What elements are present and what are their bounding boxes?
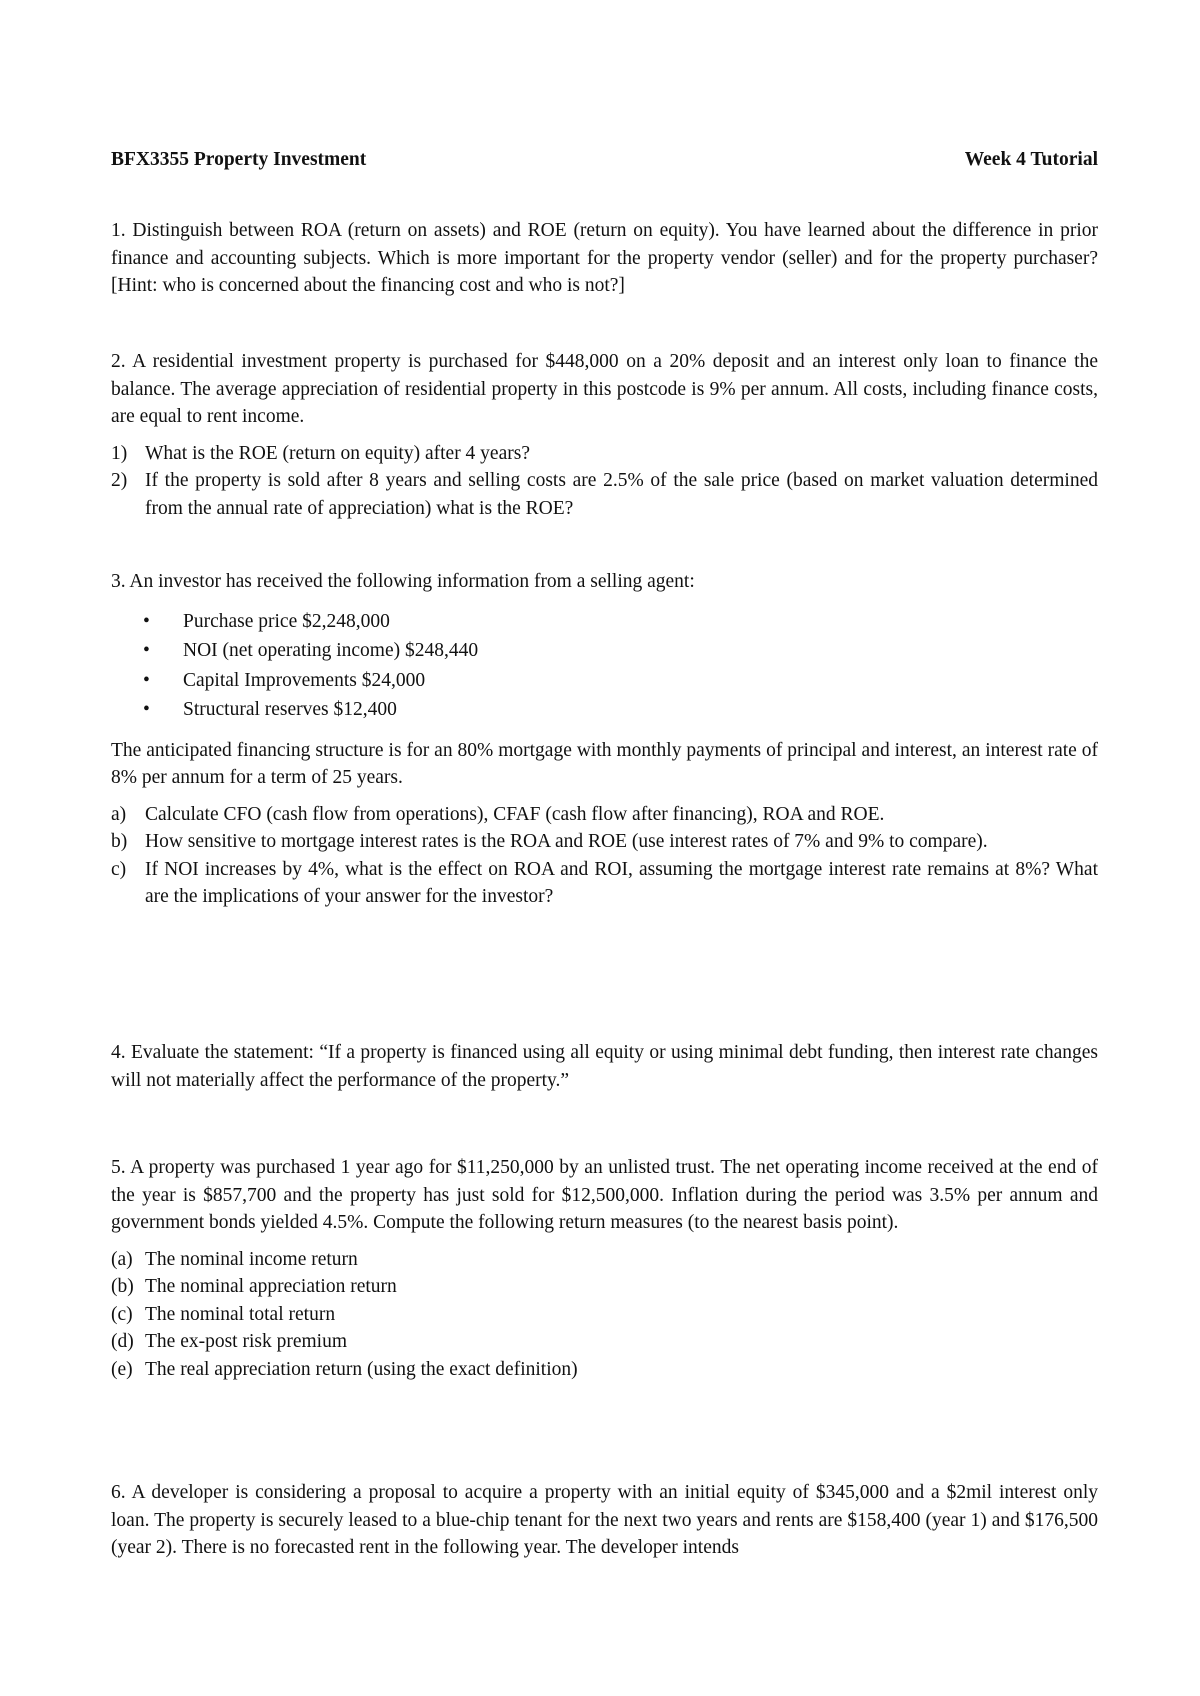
question-2-text: 2. A residential investment property is purchased for $448,000 on a 20% deposit and an interest only loan to finance the balance. The average appreciation of residential property in this postcode is 9% per annum. All costs, including finance costs, are equal to rent income.	[111, 351, 1098, 427]
list-marker: (b)	[111, 1276, 134, 1297]
list-item-text: The real appreciation return (using the exact definition)	[145, 1358, 578, 1380]
list-item-text: Calculate CFO (cash flow from operations), CFAF (cash flow after financing), ROA and ROE.	[145, 803, 885, 825]
list-marker: (c)	[111, 1303, 133, 1325]
list-item-text: What is the ROE (return on equity) after 4 years?	[145, 442, 530, 464]
list-item-text: If NOI increases by 4%, what is the effect on ROA and ROI, assuming the mortgage interest rate remains at 8%? What are the implications of your answer for the investor?	[145, 858, 1098, 907]
question-5-parts	[111, 1246, 1098, 1384]
question-3-parts	[111, 801, 1098, 911]
list-item	[111, 440, 1098, 468]
list-item	[111, 607, 1098, 637]
question-3-bullets	[111, 607, 1098, 725]
question-6	[111, 1479, 1098, 1562]
question-3	[111, 568, 1098, 911]
list-item-text: How sensitive to mortgage interest rates is the ROA and ROE (use interest rates of 7% and 9% to compare).	[145, 831, 988, 852]
bullet-icon: •	[143, 699, 150, 720]
list-item-text: Purchase price $2,248,000	[183, 610, 390, 632]
list-marker: (a)	[111, 1248, 133, 1270]
question-3-text: 3. An investor has received the following information from a selling agent:	[111, 571, 695, 592]
list-item	[111, 856, 1098, 911]
list-item-text: The nominal income return	[145, 1248, 358, 1270]
list-item-text: The ex-post risk premium	[145, 1331, 347, 1352]
list-marker: c)	[111, 858, 127, 880]
list-item-text: The nominal appreciation return	[145, 1276, 397, 1297]
question-5	[111, 1154, 1098, 1383]
course-title: BFX3355 Property Investment	[111, 149, 367, 170]
question-1	[111, 217, 1098, 300]
week-label: Week 4 Tutorial	[964, 149, 1098, 170]
list-marker: (d)	[111, 1331, 134, 1352]
list-item-text: If the property is sold after 8 years and selling costs are 2.5% of the sale price (based on market valuation determined from the annual rate of appreciation) what is the ROE?	[145, 470, 1098, 519]
list-item	[111, 695, 1098, 725]
list-marker: (e)	[111, 1358, 133, 1380]
bullet-icon: •	[143, 640, 150, 661]
question-4	[111, 1039, 1098, 1094]
list-item	[111, 828, 1098, 856]
question-5-text: 5. A property was purchased 1 year ago for $11,250,000 by an unlisted trust. The net operating income received at the end of the year is $857,700 and the property has just sold for $12,500,000. Inflation during the period was 3.5% per annum and government bonds yielded 4.5%. Compute the following return measures (to the nearest basis point).	[111, 1157, 1098, 1233]
question-4-text: 4. Evaluate the statement: “If a property is financed using all equity or using minimal debt funding, then interest rate changes will not materially affect the performance of the property.”	[111, 1042, 1098, 1091]
list-item	[111, 801, 1098, 829]
list-item-text: The nominal total return	[145, 1303, 336, 1325]
list-item	[111, 467, 1098, 522]
question-3-financing-text: The anticipated financing structure is for an 80% mortgage with monthly payments of principal and interest, an interest rate of 8% per annum for a term of 25 years.	[111, 739, 1098, 788]
list-item	[111, 1328, 1098, 1356]
list-item-text: Structural reserves $12,400	[183, 699, 397, 720]
bullet-icon: •	[143, 669, 150, 691]
question-2	[111, 348, 1098, 522]
list-marker: b)	[111, 831, 128, 852]
list-item	[111, 1356, 1098, 1384]
bullet-icon: •	[143, 610, 150, 632]
list-item	[111, 636, 1098, 666]
list-item-text: NOI (net operating income) $248,440	[183, 640, 479, 661]
question-6-text: 6. A developer is considering a proposal to acquire a property with an initial equity of $345,000 and a $2mil interest only loan. The property is securely leased to a blue-chip tenant for the next two years and rents are $158,400 (year 1) and $176,500 (year 2). There is no forecasted rent in the following year. The developer intends	[111, 1482, 1098, 1558]
list-marker: 2)	[111, 470, 128, 491]
list-item	[111, 1301, 1098, 1329]
page-header	[111, 146, 1098, 174]
question-1-text: 1. Distinguish between ROA (return on assets) and ROE (return on equity). You have learned about the difference in prior finance and accounting subjects. Which is more important for the property vendor (seller) and for the property purchaser? [Hint: who is concerned about the financing cost and who is not?]	[111, 220, 1098, 296]
question-2-parts	[111, 440, 1098, 523]
list-marker: a)	[111, 803, 127, 825]
list-item	[111, 666, 1098, 696]
list-item	[111, 1273, 1098, 1301]
list-item-text: Capital Improvements $24,000	[183, 669, 426, 691]
list-item	[111, 1246, 1098, 1274]
list-marker: 1)	[111, 442, 128, 464]
